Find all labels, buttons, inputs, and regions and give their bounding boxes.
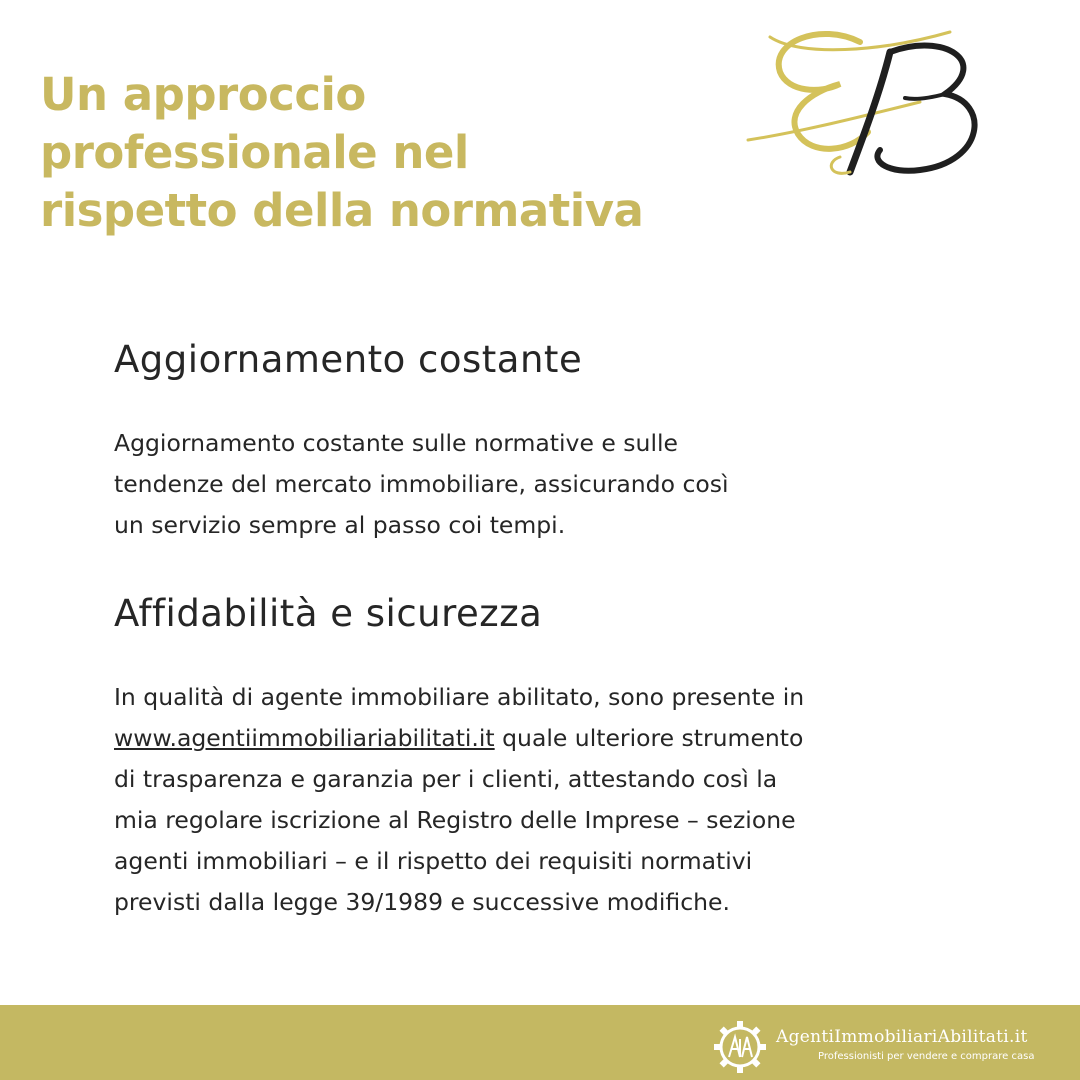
gear-aia-logo-icon xyxy=(712,1019,768,1075)
text-line: mia regolare iscrizione al Registro delle Imprese – sezione xyxy=(114,806,796,834)
text-line: di trasparenza e garanzia per i clienti, attestando così la xyxy=(114,765,778,793)
section-text-affidabilita xyxy=(114,677,804,923)
text-line: previsti dalla legge 39/1989 e successive modifiche. xyxy=(114,888,730,916)
text-line: In qualità di agente immobiliare abilitato, sono presente in xyxy=(114,683,805,711)
footer-tagline: Professionisti per vendere e comprare casa xyxy=(818,1051,1035,1062)
footer-brand: AgentiImmobiliariAbilitati.it xyxy=(776,1027,1028,1047)
website-link[interactable]: www.agentiimmobiliariabilitati.it xyxy=(114,724,495,752)
page-title xyxy=(40,66,643,240)
section-heading-aggiornamento: Aggiornamento costante xyxy=(114,338,583,381)
section-heading-affidabilita: Affidabilità e sicurezza xyxy=(114,592,543,635)
text-line: un servizio sempre al passo coi tempi. xyxy=(114,511,566,539)
footer-bar xyxy=(0,1005,1080,1080)
text-line: tendenze del mercato immobiliare, assicurando così xyxy=(114,470,729,498)
title-line: Un approccio xyxy=(40,68,366,121)
title-line: professionale nel xyxy=(40,126,469,179)
text-line: Aggiornamento costante sulle normative e sulle xyxy=(114,429,678,457)
title-line: rispetto della normativa xyxy=(40,184,644,237)
eb-monogram-logo xyxy=(740,22,1000,184)
section-text-aggiornamento xyxy=(114,423,729,546)
text-line xyxy=(114,718,804,759)
text-line-rest: quale ulteriore strumento xyxy=(502,724,804,752)
text-line: agenti immobiliari – e il rispetto dei requisiti normativi xyxy=(114,847,753,875)
